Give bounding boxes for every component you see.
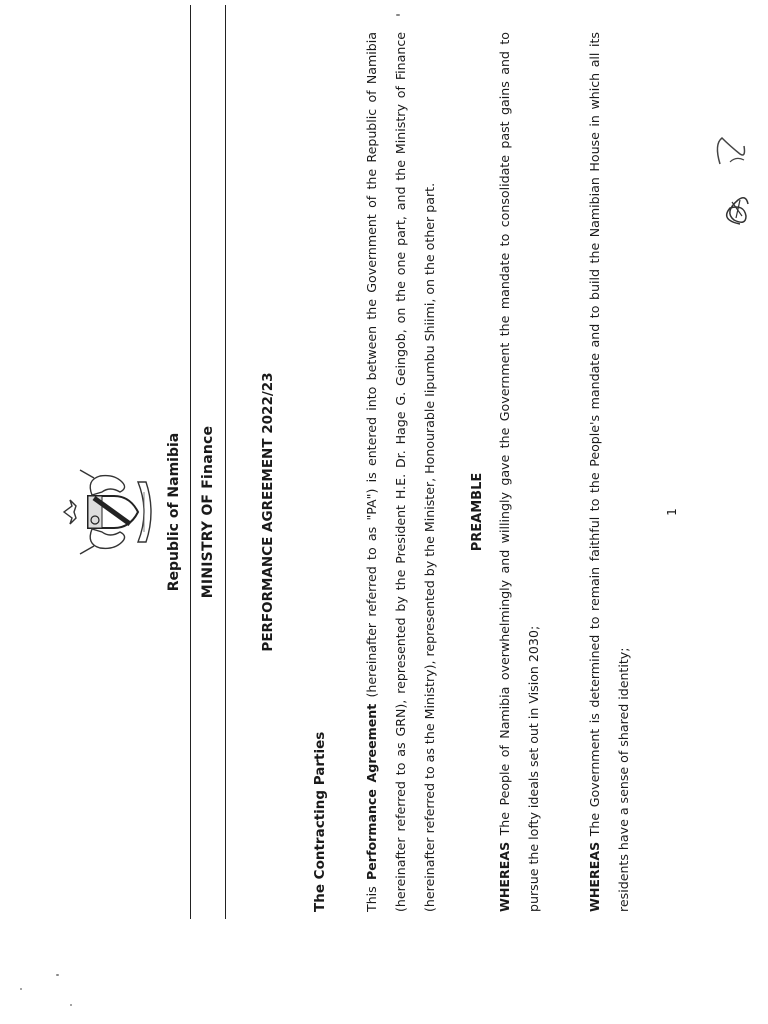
clause-keyword: WHEREAS — [497, 841, 512, 912]
scan-speck — [20, 988, 22, 990]
lead-bold-term: Performance Agreement — [364, 703, 379, 880]
parties-text: (hereinafter referred to as "PA") is entered into between the Government of the Republic of Namibia (hereinafter referred to as GRN), represented by the President H.E. Dr. Hage G. Geingob, on the one part, and the Ministry of Finance (hereinafter referred to as the Ministry), represented by the Minister, Honourable Iipumbu Shiimi, on the other part. — [364, 32, 437, 912]
preamble-clause — [580, 32, 638, 912]
header-rule-top — [190, 5, 191, 919]
ministry-heading: MINISTRY OF Finance — [200, 425, 216, 599]
clause-text: The People of Namibia overwhelmingly and willingly gave the Government the mandate to consolidate past gains and to pursue the lofty ideals set out in Vision 2030; — [497, 32, 541, 912]
contracting-parties-paragraph — [357, 32, 444, 912]
page-number: 1 — [665, 508, 679, 516]
handwritten-initials-icon — [700, 124, 760, 234]
document-title: PERFORMANCE AGREEMENT 2022/23 — [260, 372, 276, 652]
contracting-parties-heading: The Contracting Parties — [312, 731, 328, 912]
preamble-clause — [490, 32, 548, 912]
scan-speck — [70, 1004, 72, 1006]
clause-text: The Government is determined to remain faithful to the People's mandate and to build the Namibian House in which all its residents have a sense of shared identity; — [587, 32, 631, 912]
scan-speck — [56, 974, 59, 976]
republic-heading: Republic of Namibia — [166, 432, 182, 592]
preamble-heading: PREAMBLE — [470, 472, 485, 552]
scan-speck — [396, 14, 400, 16]
clause-keyword: WHEREAS — [587, 841, 602, 912]
lead-prefix: This — [364, 880, 379, 912]
coat-of-arms-icon — [58, 462, 158, 562]
header-rule-bottom — [225, 5, 226, 919]
